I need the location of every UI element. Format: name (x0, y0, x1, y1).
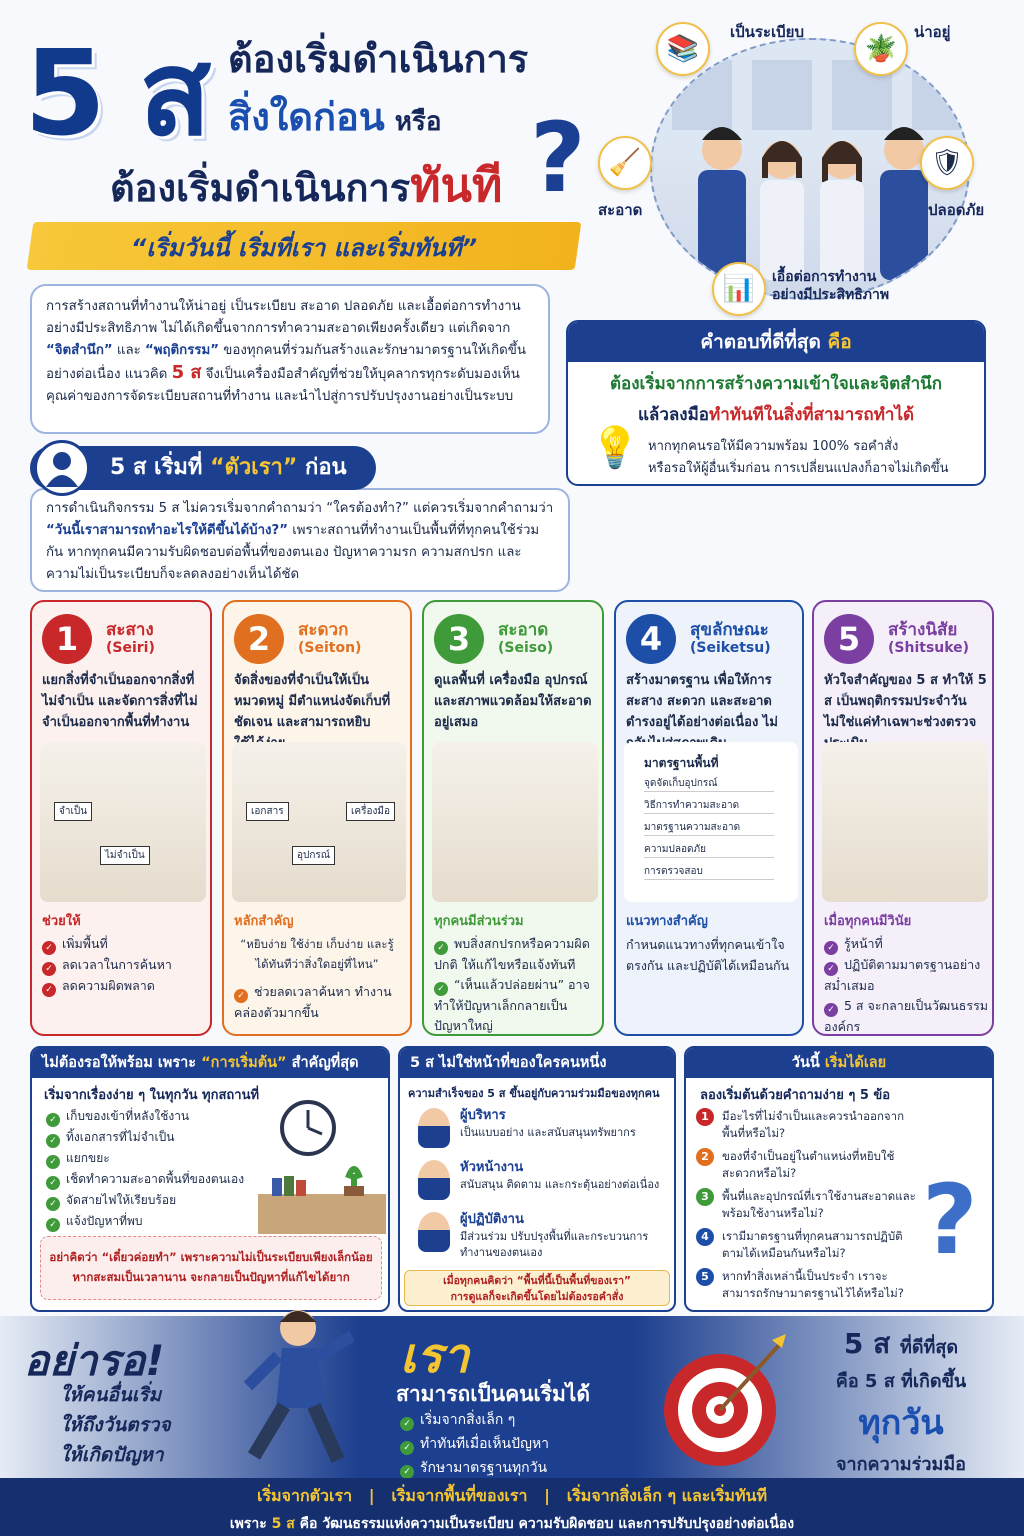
clipboard-item: การตรวจสอบ (644, 864, 774, 880)
question-number: 5 (696, 1268, 714, 1286)
plant-icon: 🪴 (854, 22, 908, 76)
hero-label-orderly: เป็นระเบียบ (730, 23, 804, 41)
warning-note: อย่าคิดว่า “เดี๋ยวค่อยทำ” เพราะความไม่เป็นระเบียบเพียงเล็กน้อย หากสะสมเป็นเวลานาน จะกลายเป็นปัญหาที่แก้ไขได้ยาก (40, 1236, 382, 1300)
role-desc: เป็นแบบอย่าง และสนับสนุนทรัพยากร (460, 1126, 636, 1139)
step-benefit-list (42, 934, 208, 997)
todo-item (46, 1169, 244, 1190)
intro-paragraph: การสร้างสถานที่ทำงานให้น่าอยู่ เป็นระเบียบ สะอาด ปลอดภัย และเอื้อต่อการทำงานอย่างมีประสิทธิภาพ ไม่ได้เกิดขึ้นจากการทำความสะอาดเพียงครั้งเดียว แต่เกิดจาก “จิตสำนึก” และ “พฤติกรรม” ของทุกคนที่ร่วมกันสร้างและรักษามาตรฐานให้เกิดขึ้นอย่างต่อเนื่อง แนวคิด 5 ส จึงเป็นเครื่องมือสำคัญที่ช่วยให้บุคลากรทุกระดับมองเห็นคุณค่าของการจัดระเบียบสถานที่ทำงาน และนำไปสู่การปรับปรุงงานอย่างเป็นระบบ (30, 284, 550, 434)
benefit-item (42, 976, 208, 997)
benefit-item (234, 982, 400, 1023)
footer-strip: เริ่มจากตัวเรา | เริ่มจากพื้นที่ของเรา | เริ่มจากสิ่งเล็ก ๆ และเริ่มทันที เพราะ 5 ส คือ วัฒนธรรมแห่งความเป็นระเบียบ ความรับผิดชอบ และการปรับปรุงอย่างต่อเนื่อง (0, 1478, 1024, 1536)
art-label: จำเป็น (54, 802, 92, 821)
clipboard-item: จุดจัดเก็บอุปกรณ์ (644, 776, 774, 792)
todo-text: แจ้งปัญหาที่พบ (66, 1214, 143, 1228)
check-icon: ✓ (824, 962, 838, 976)
step-name: สะอาด (498, 620, 549, 640)
question-number: 1 (696, 1108, 714, 1126)
check-icon: ✓ (824, 1003, 838, 1017)
clipboard-item: ความปลอดภัย (644, 842, 774, 858)
card-step-5 (812, 600, 994, 1036)
clipboard-item: วิธีการทำความสะอาด (644, 798, 774, 814)
shield-icon: 🛡 (920, 136, 974, 190)
check-icon: ✓ (46, 1197, 60, 1211)
check-icon: ✓ (46, 1155, 60, 1169)
check-icon: ✓ (434, 982, 448, 996)
step-subheading: เมื่อทุกคนมีวินัย (824, 914, 912, 929)
question-number: 2 (696, 1148, 714, 1166)
step-benefit-list (234, 934, 400, 1023)
todo-item (46, 1148, 244, 1169)
role-row (408, 1156, 670, 1208)
role-name: ผู้บริหาร (460, 1108, 506, 1123)
todo-text: แยกขยะ (66, 1151, 110, 1165)
best-answer-box: คำตอบที่ดีที่สุด คือ ต้องเริ่มจากการสร้างความเข้าใจและจิตสำนึก แล้วลงมือทำทันทีในสิ่งที่สามารถทำได้ 💡 หากทุกคนรอให้มีความพร้อม 100% รอคำสั่ง หรือรอให้ผู้อื่นเริ่มก่อน การเปลี่ยนแปลงก็อาจไม่เกิดขึ้น (566, 320, 986, 486)
check-icon: ✓ (42, 941, 56, 955)
check-icon: ✓ (42, 962, 56, 976)
bookshelf-icon: 📚 (656, 22, 710, 76)
todo-text: จัดสายไฟให้เรียบร้อย (66, 1193, 177, 1207)
check-icon: ✓ (46, 1134, 60, 1148)
question-mark-icon: ? (922, 1164, 978, 1276)
step-subheading: ทุกคนมีส่วนร่วม (434, 914, 524, 929)
slogan-text: “เริ่มวันนี้ เริ่มที่เรา และเริ่มทันที” (130, 234, 478, 262)
check-icon: ✓ (824, 941, 838, 955)
art-label: เครื่องมือ (346, 802, 395, 821)
we-text: ทำทันทีเมื่อเห็นปัญหา (420, 1436, 550, 1452)
benefit-item (434, 934, 600, 975)
step-romanized: (Seiso) (498, 640, 554, 656)
step-illustration (40, 742, 206, 902)
benefit-text: พบสิ่งสกปรกหรือความผิดปกติ ให้แก้ไขหรือแจ้งทันที (434, 936, 590, 972)
todo-item (46, 1106, 244, 1127)
question-number: 4 (696, 1228, 714, 1246)
todo-text: เก็บของเข้าที่หลังใช้งาน (66, 1109, 190, 1123)
step-name: สร้างนิสัย (888, 620, 958, 640)
role-name: หัวหน้างาน (460, 1160, 524, 1175)
question-text: เรามีมาตรฐานที่ทุกคนสามารถปฏิบัติตามได้เหมือนกันหรือไม่? (722, 1229, 903, 1260)
hero-label-clean: สะอาด (598, 201, 643, 219)
step-illustration (232, 742, 406, 902)
step-quote: “หยิบง่าย ใช้ง่าย เก็บง่าย และรู้ได้ทันทีว่าสิ่งใดอยู่ที่ไหน” (240, 937, 394, 971)
panel-start-today: วันนี้ เริ่มได้เลย ลองเริ่มต้นด้วยคำถามง่าย ๆ 5 ข้อ 1 มีอะไรที่ไม่จำเป็นและควรนำออกจากพื้นที่หรือไม่? 2 ของที่จำเป็นอยู่ในตำแหน่งที่หยิบใช้สะดวกหรือไม่? 3 พื้นที่และอุปกรณ์ที่เราใช้งานสะอาดและพร้อมใช้งานหรือไม่? 4 เรามีมาตรฐานที่ทุกคนสามารถปฏิบัติตามได้เหมือนกันหรือไม่? 5 หากทำสิ่งเหล่านี้เป็นประจำ เราจะสามารถรักษามาตรฐานไว้ได้หรือไม่? ? (684, 1046, 994, 1312)
start-at-self-text: การดำเนินกิจกรรม 5 ส ไม่ควรเริ่มจากคำถามว่า “ใครต้องทำ?” แต่ควรเริ่มจากคำถามว่า “วันนี้เราสามารถทำอะไรให้ดีขึ้นได้บ้าง?” เพราะสถานที่ทำงานเป็นพื้นที่ที่ทุกคนใช้ร่วมกัน หากทุกคนมีความรับผิดชอบต่อพื้นที่ของตนเอง ปัญหาความรก ความสกปรก และความไม่เป็นระเบียบก็จะลดลงอย่างเห็นได้ชัด (30, 488, 570, 592)
step-romanized: (Shitsuke) (888, 640, 970, 656)
step-subheading: ช่วยให้ (42, 914, 81, 929)
step-description: สร้างมาตรฐาน เพื่อให้การสะสาง สะดวก และสะอาด ดำรงอยู่ได้อย่างต่อเนื่อง ไม่ (626, 673, 778, 730)
we-text: เริ่มจากสิ่งเล็ก ๆ (420, 1412, 516, 1428)
we-subheading: สามารถเป็นคนเริ่มได้ (396, 1382, 591, 1406)
efficiency-chart-icon: 📊 (712, 262, 766, 316)
clipboard-item: มาตรฐานความสะอาด (644, 820, 774, 836)
step-name: สะสาง (106, 620, 154, 640)
step-subheading: หลักสำคัญ (234, 914, 294, 929)
we-heading: เรา (400, 1328, 470, 1384)
question-row (696, 1148, 924, 1184)
role-desc: มีส่วนร่วม ปรับปรุงพื้นที่และกระบวนการทำงานของตนเอง (460, 1230, 649, 1259)
broom-icon: 🧹 (598, 136, 652, 190)
step-romanized: (Seiton) (298, 640, 362, 656)
we-text: รักษามาตรฐานทุกวัน (420, 1460, 548, 1476)
dont-wait-list: ให้คนอื่นเริ่ม ให้ถึงวันตรวจ ให้เกิดปัญหา (60, 1384, 171, 1466)
step-number: 3 (434, 614, 484, 664)
todo-text: เช็ดทำความสะอาดพื้นที่ของตนเอง (66, 1172, 245, 1186)
step-number: 4 (626, 614, 676, 664)
art-label: เอกสาร (246, 802, 289, 821)
step-romanized: (Seiketsu) (690, 640, 771, 656)
check-icon: ✓ (46, 1113, 60, 1127)
step-description: หัวใจสำคัญของ 5 ส ทำให้ 5 ส เป็นพฤติกรรมประจำวัน ไม่ใช่แค่ทำเฉพาะช่วงตรวจ (824, 673, 987, 730)
hero-label-pleasant: น่าอยู่ (914, 23, 951, 41)
running-man-illustration (218, 1300, 378, 1482)
panel-everyones-duty: 5 ส ไม่ใช่หน้าที่ของใครคนหนึ่ง ความสำเร็จของ 5 ส ขึ้นอยู่กับความร่วมมือของทุกคน ผู้บริหาร เป็นแบบอย่าง และสนับสนุนทรัพยากร หัวหน้างาน สนับสนุน ติดตาม และกระตุ้นอย่างต่อเนื่อง ผู้ปฏิบัติงาน มีส่วนร่วม ปรับปรุงพื้นที่และกระบวนการทำงานของตนเอง เมื่อทุกคนคิดว่า “พื้นที่นี้เป็นพื้นที่ของเรา” การดูแลก็จะเกิดขึ้นโดยไม่ต้องรอคำสั่ง (398, 1046, 676, 1312)
step-benefit-list (626, 934, 792, 976)
clipboard-title: มาตรฐานพื้นที่ (644, 756, 719, 770)
question-row (696, 1268, 924, 1304)
person-icon (418, 1160, 450, 1200)
step-illustration (624, 742, 798, 902)
question-row (696, 1188, 924, 1224)
benefit-text: ลดความผิดพลาด (62, 978, 155, 993)
card-step-2 (222, 600, 412, 1036)
benefit-item (824, 934, 990, 955)
card-step-4 (614, 600, 804, 1036)
step-number: 5 (824, 614, 874, 664)
role-row (408, 1208, 670, 1260)
benefit-text: เพิ่มพื้นที่ (62, 936, 108, 951)
best-5s-message: 5 ส ที่ดีที่สุด คือ 5 ส ที่เกิดขึ้น ทุกวัน จากความร่วมมือ (835, 1327, 967, 1475)
card-step-3 (422, 600, 604, 1036)
step-subheading: แนวทางสำคัญ (626, 914, 708, 929)
todo-item (46, 1211, 244, 1232)
check-icon: ✓ (400, 1465, 414, 1479)
title-line-2: สิ่งใดก่อน หรือ (228, 95, 442, 139)
question-mark-icon: ? (530, 102, 586, 214)
question-number: 3 (696, 1188, 714, 1206)
role-row (408, 1104, 670, 1156)
benefit-text: ช่วยลดเวลาค้นหา ทำงานคล่องตัวมากขึ้น (234, 984, 392, 1020)
step-illustration (432, 742, 598, 902)
step-number: 2 (234, 614, 284, 664)
check-icon: ✓ (234, 989, 248, 1003)
question-text: พื้นที่และอุปกรณ์ที่เราใช้งานสะอาดและพร้อมใช้งานหรือไม่? (722, 1189, 916, 1220)
check-icon: ✓ (42, 983, 56, 997)
check-icon: ✓ (46, 1218, 60, 1232)
question-text: หากทำสิ่งเหล่านี้เป็นประจำ เราจะสามารถรักษามาตรฐานไว้ได้หรือไม่? (722, 1269, 904, 1300)
we-item (400, 1408, 549, 1432)
we-item (400, 1456, 549, 1480)
step-name: สะดวก (298, 620, 349, 640)
title-line-3: ต้องเริ่มดำเนินการทันที (110, 158, 503, 212)
step-number: 1 (42, 614, 92, 664)
check-icon: ✓ (434, 941, 448, 955)
role-desc: สนับสนุน ติดตาม และกระตุ้นอย่างต่อเนื่อง (460, 1178, 660, 1191)
question-row (696, 1108, 924, 1144)
benefit-item (824, 955, 990, 996)
hero-label-safe: ปลอดภัย (928, 201, 985, 219)
step-description: ดูแลพื้นที่ เครื่องมือ อุปกรณ์ และสภาพแวดล้อมให้สะอาดอยู่เสมอ (434, 673, 592, 730)
step-illustration (822, 742, 988, 902)
todo-text: ทิ้งเอกสารที่ไม่จำเป็น (66, 1130, 175, 1144)
todo-item (46, 1190, 244, 1211)
benefit-text: “เห็นแล้วปล่อยผ่าน” อาจทำให้ปัญหาเล็กกลายเป็นปัญหาใหญ่ (434, 977, 590, 1033)
card-step-1 (30, 600, 212, 1036)
lightbulb-icon: 💡 (590, 425, 640, 471)
question-row (696, 1228, 924, 1264)
step-name: สุขลักษณะ (690, 620, 769, 640)
step-description: จัดสิ่งของที่จำเป็นให้เป็นหมวดหมู่ มีตำแหน่งจัดเก็บที่ชัดเจน และสามารถหยิบ (234, 673, 391, 730)
question-text: มีอะไรที่ไม่จำเป็นและควรนำออกจากพื้นที่หรือไม่? (722, 1109, 905, 1140)
art-label: อุปกรณ์ (292, 846, 335, 865)
we-item (400, 1432, 549, 1456)
person-icon (418, 1212, 450, 1252)
benefit-text: ลดเวลาในการค้นหา (62, 957, 172, 972)
hero-label-efficient: เอื้อต่อการทำงาน อย่างมีประสิทธิภาพ (772, 269, 890, 303)
panel-dont-wait: ไม่ต้องรอให้พร้อม เพราะ “การเริ่มต้น” สำคัญที่สุด เริ่มจากเรื่องง่าย ๆ ในทุกวัน ทุกสถานที่ ✓ เก็บของเข้าที่หลังใช้งาน ✓ ทิ้งเอกสารที่ไม่จำเป็น ✓ แยกขยะ ✓ เช็ดทำความสะอาดพื้นที่ของตนเอง ✓ จัดสายไฟให้เรียบร้อย ✓ แจ้งปัญหาที่พบ อย่าคิดว่า “เดี๋ยวค่อยทำ” เพราะความไม่เป็นระเบียบเพียงเล็กน้อย หากสะสมเป็นเวลานาน จะกลายเป็นปัญหาที่แก้ไขได้ยาก (30, 1046, 390, 1312)
person-icon (418, 1108, 450, 1148)
ownership-note: เมื่อทุกคนคิดว่า “พื้นที่นี้เป็นพื้นที่ของเรา” การดูแลก็จะเกิดขึ้นโดยไม่ต้องรอคำสั่ง (404, 1270, 670, 1306)
check-icon: ✓ (400, 1441, 414, 1455)
dont-wait-heading: อย่ารอ! (24, 1336, 165, 1385)
person-icon (34, 440, 90, 496)
art-label: ไม่จำเป็น (100, 846, 150, 865)
clock-shelf-illustration (258, 1098, 386, 1242)
check-icon: ✓ (400, 1417, 414, 1431)
title-line-1: ต้องเริ่มดำเนินการ (228, 37, 529, 81)
benefit-text: 5 ส จะกลายเป็นวัฒนธรรมองค์กร (824, 998, 989, 1034)
step-benefit-list (824, 934, 990, 1036)
check-icon: ✓ (46, 1176, 60, 1190)
role-name: ผู้ปฏิบัติงาน (460, 1212, 524, 1227)
benefit-text: ปฏิบัติตามมาตรฐานอย่างสม่ำเสมอ (824, 957, 981, 993)
benefit-item (824, 996, 990, 1036)
step-note: กำหนดแนวทางที่ทุกคนเข้าใจตรงกัน และปฏิบัติได้เหมือนกัน (626, 937, 790, 973)
main-title-5s: 5 ส (24, 24, 208, 162)
step-romanized: (Seiri) (106, 640, 155, 656)
benefit-text: รู้หน้าที่ (844, 936, 883, 951)
question-text: ของที่จำเป็นอยู่ในตำแหน่งที่หยิบใช้สะดวกหรือไม่? (722, 1149, 895, 1180)
benefit-item (434, 975, 600, 1036)
step-description: แยกสิ่งที่จำเป็นออกจากสิ่งที่ไม่จำเป็น และจัดการสิ่งที่ไม่จำเป็นออกจากพื้นที่ทำงาน (42, 673, 198, 730)
start-at-self-heading: 5 ส เริ่มที่ “ตัวเรา” ก่อน (30, 446, 376, 490)
benefit-item (42, 955, 208, 976)
benefit-item (42, 934, 208, 955)
todo-item (46, 1127, 244, 1148)
step-benefit-list (434, 934, 600, 1036)
target-icon (660, 1330, 790, 1474)
